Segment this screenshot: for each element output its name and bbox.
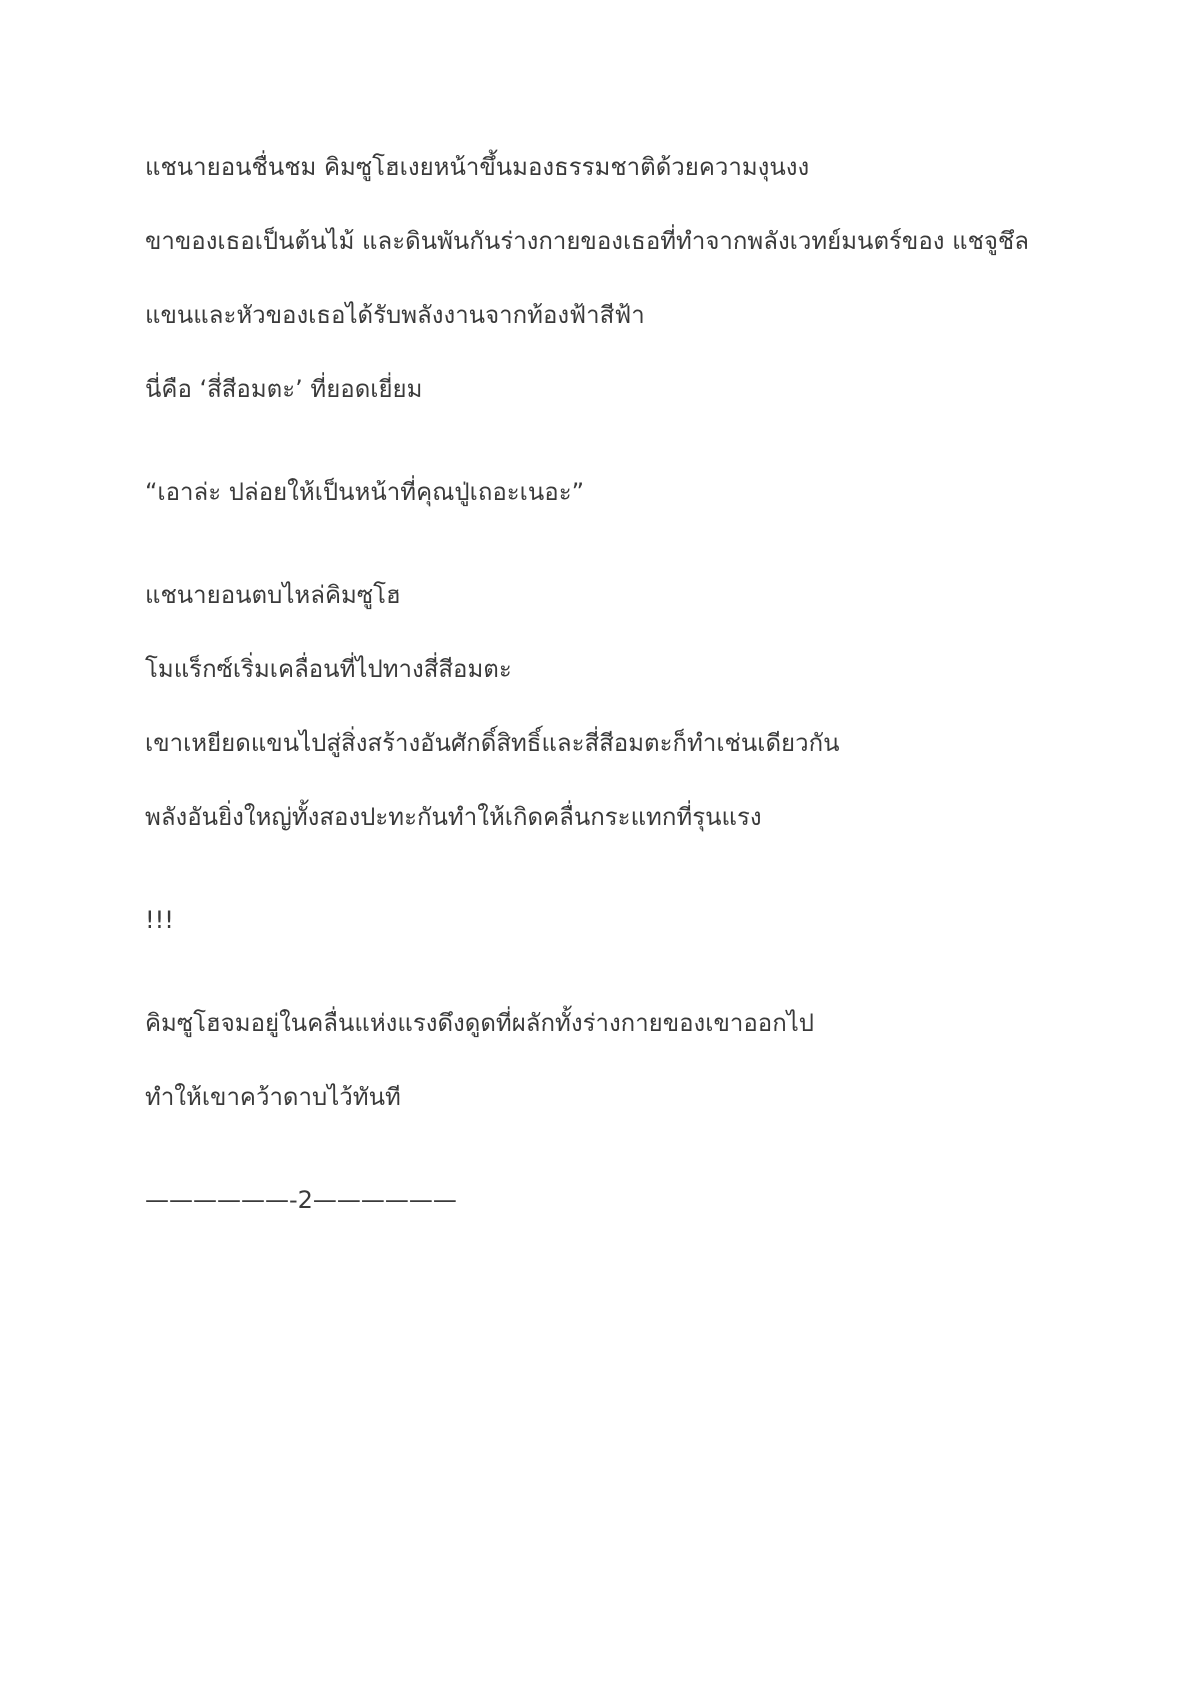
paragraph-line: พลังอันยิ่งใหญ่ทั้งสองปะทะกันทำให้เกิดคลื่นกระแทกที่รุนแรง bbox=[145, 803, 762, 831]
paragraph-line: แชนายอนชื่นชม คิมซูโฮเงยหน้าขึ้นมองธรรมชาติด้วยความงุนงง bbox=[145, 153, 810, 181]
exclamation-line: !!! bbox=[145, 906, 174, 934]
paragraph-line: ขาของเธอเป็นต้นไม้ และดินพันกันร่างกายของเธอที่ทำจากพลังเวทย์มนตร์ของ แชจูชึล bbox=[145, 227, 1029, 255]
chapter-separator: ——————-2—————— bbox=[145, 1186, 457, 1214]
paragraph-line: ทำให้เขาคว้าดาบไว้ทันที bbox=[145, 1083, 401, 1111]
paragraph-line: แชนายอนตบไหล่คิมซูโฮ bbox=[145, 581, 401, 609]
paragraph-line: เขาเหยียดแขนไปสู่สิ่งสร้างอันศักดิ์สิทธิ์และสี่สีอมตะก็ทำเช่นเดียวกัน bbox=[145, 729, 840, 757]
paragraph-line: คิมซูโฮจมอยู่ในคลื่นแห่งแรงดึงดูดที่ผลักทั้งร่างกายของเขาออกไป bbox=[145, 1009, 815, 1037]
paragraph-line: นี่คือ ‘สี่สีอมตะ’ ที่ยอดเยี่ยม bbox=[145, 375, 423, 403]
paragraph-line: แขนและหัวของเธอได้รับพลังงานจากท้องฟ้าสีฟ้า bbox=[145, 301, 645, 329]
dialogue-line: “เอาล่ะ ปล่อยให้เป็นหน้าที่คุณปู่เถอะเนอะ” bbox=[145, 478, 585, 506]
paragraph-line: โมแร็กซ์เริ่มเคลื่อนที่ไปทางสี่สีอมตะ bbox=[145, 655, 512, 683]
